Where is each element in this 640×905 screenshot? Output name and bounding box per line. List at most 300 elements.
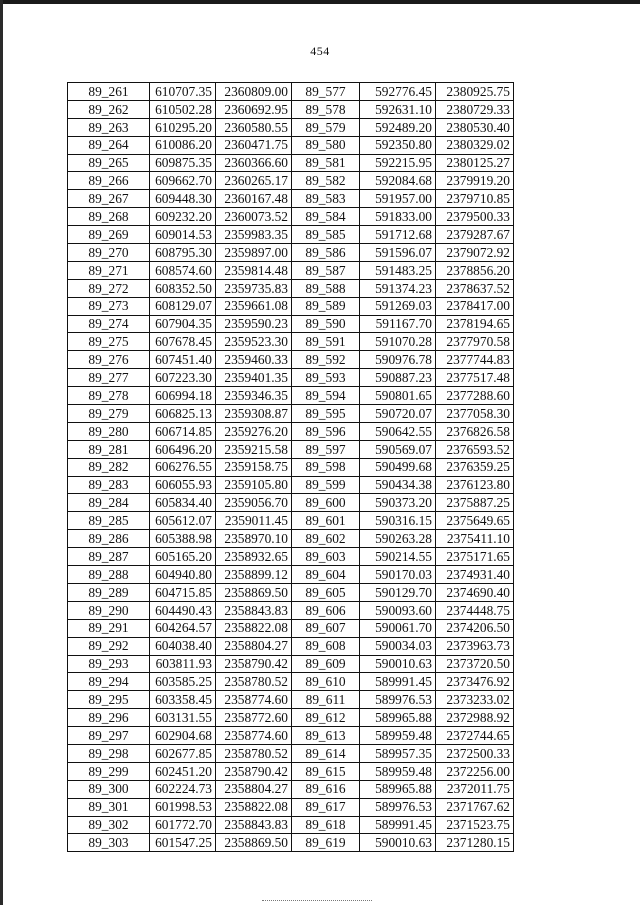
- point-id-left: 89_280: [68, 422, 150, 440]
- point-id-right: 89_604: [292, 566, 360, 584]
- table-row: [68, 691, 514, 709]
- point-id-right: 89_605: [292, 583, 360, 601]
- x-coordinate-left: 601772.70: [150, 816, 216, 834]
- y-coordinate-right: 2380925.75: [436, 83, 514, 101]
- y-coordinate-left: 2358970.10: [216, 530, 292, 548]
- x-coordinate-right: 591833.00: [360, 208, 436, 226]
- x-coordinate-left: 604264.57: [150, 619, 216, 637]
- x-coordinate-right: 589959.48: [360, 762, 436, 780]
- y-coordinate-right: 2375649.65: [436, 512, 514, 530]
- y-coordinate-left: 2359308.87: [216, 405, 292, 423]
- x-coordinate-right: 591167.70: [360, 315, 436, 333]
- y-coordinate-left: 2359011.45: [216, 512, 292, 530]
- point-id-left: 89_299: [68, 762, 150, 780]
- y-coordinate-right: 2379710.85: [436, 190, 514, 208]
- point-id-left: 89_281: [68, 440, 150, 458]
- x-coordinate-right: 592776.45: [360, 83, 436, 101]
- table-row: [68, 780, 514, 798]
- x-coordinate-left: 607451.40: [150, 351, 216, 369]
- x-coordinate-right: 590263.28: [360, 530, 436, 548]
- table-row: [68, 601, 514, 619]
- point-id-left: 89_274: [68, 315, 150, 333]
- x-coordinate-right: 592489.20: [360, 118, 436, 136]
- point-id-left: 89_282: [68, 458, 150, 476]
- x-coordinate-right: 592350.80: [360, 136, 436, 154]
- y-coordinate-right: 2373233.02: [436, 691, 514, 709]
- point-id-right: 89_591: [292, 333, 360, 351]
- x-coordinate-right: 589959.48: [360, 727, 436, 745]
- point-id-left: 89_288: [68, 566, 150, 584]
- y-coordinate-left: 2358822.08: [216, 619, 292, 637]
- table-row: [68, 458, 514, 476]
- table-row: [68, 637, 514, 655]
- point-id-right: 89_589: [292, 297, 360, 315]
- point-id-left: 89_262: [68, 100, 150, 118]
- y-coordinate-left: 2358790.42: [216, 762, 292, 780]
- y-coordinate-right: 2377288.60: [436, 387, 514, 405]
- y-coordinate-right: 2371767.62: [436, 798, 514, 816]
- y-coordinate-left: 2358843.83: [216, 601, 292, 619]
- x-coordinate-left: 606714.85: [150, 422, 216, 440]
- point-id-left: 89_263: [68, 118, 150, 136]
- table-row: [68, 566, 514, 584]
- x-coordinate-left: 606994.18: [150, 387, 216, 405]
- point-id-right: 89_603: [292, 548, 360, 566]
- y-coordinate-left: 2358804.27: [216, 780, 292, 798]
- x-coordinate-left: 609875.35: [150, 154, 216, 172]
- y-coordinate-left: 2360265.17: [216, 172, 292, 190]
- point-id-left: 89_295: [68, 691, 150, 709]
- y-coordinate-right: 2372988.92: [436, 709, 514, 727]
- x-coordinate-right: 592084.68: [360, 172, 436, 190]
- point-id-right: 89_587: [292, 261, 360, 279]
- table-row: [68, 762, 514, 780]
- x-coordinate-left: 602904.68: [150, 727, 216, 745]
- table-row: [68, 172, 514, 190]
- x-coordinate-left: 604038.40: [150, 637, 216, 655]
- table-row: [68, 583, 514, 601]
- table-row: [68, 208, 514, 226]
- x-coordinate-right: 590642.55: [360, 422, 436, 440]
- y-coordinate-left: 2359158.75: [216, 458, 292, 476]
- point-id-right: 89_594: [292, 387, 360, 405]
- y-coordinate-left: 2360692.95: [216, 100, 292, 118]
- y-coordinate-right: 2373720.50: [436, 655, 514, 673]
- y-coordinate-left: 2359814.48: [216, 261, 292, 279]
- y-coordinate-right: 2375171.65: [436, 548, 514, 566]
- table-row: [68, 548, 514, 566]
- point-id-left: 89_267: [68, 190, 150, 208]
- y-coordinate-right: 2374206.50: [436, 619, 514, 637]
- point-id-left: 89_284: [68, 494, 150, 512]
- y-coordinate-right: 2372744.65: [436, 727, 514, 745]
- point-id-left: 89_292: [68, 637, 150, 655]
- x-coordinate-right: 591712.68: [360, 226, 436, 244]
- point-id-left: 89_300: [68, 780, 150, 798]
- point-id-left: 89_271: [68, 261, 150, 279]
- point-id-right: 89_612: [292, 709, 360, 727]
- y-coordinate-right: 2377517.48: [436, 369, 514, 387]
- x-coordinate-right: 590499.68: [360, 458, 436, 476]
- table-row: [68, 530, 514, 548]
- point-id-left: 89_276: [68, 351, 150, 369]
- x-coordinate-right: 590569.07: [360, 440, 436, 458]
- x-coordinate-left: 601998.53: [150, 798, 216, 816]
- point-id-right: 89_599: [292, 476, 360, 494]
- point-id-right: 89_618: [292, 816, 360, 834]
- table-row: [68, 279, 514, 297]
- table-row: [68, 673, 514, 691]
- point-id-left: 89_277: [68, 369, 150, 387]
- table-row: [68, 333, 514, 351]
- point-id-left: 89_289: [68, 583, 150, 601]
- table-row: [68, 744, 514, 762]
- table-row: [68, 136, 514, 154]
- x-coordinate-right: 591483.25: [360, 261, 436, 279]
- table-row: [68, 405, 514, 423]
- y-coordinate-left: 2358780.52: [216, 744, 292, 762]
- y-coordinate-right: 2379072.92: [436, 244, 514, 262]
- point-id-left: 89_301: [68, 798, 150, 816]
- point-id-left: 89_270: [68, 244, 150, 262]
- y-coordinate-left: 2360471.75: [216, 136, 292, 154]
- table-row: [68, 655, 514, 673]
- x-coordinate-right: 589965.88: [360, 780, 436, 798]
- x-coordinate-left: 607904.35: [150, 315, 216, 333]
- table-row: [68, 369, 514, 387]
- point-id-right: 89_606: [292, 601, 360, 619]
- y-coordinate-left: 2359983.35: [216, 226, 292, 244]
- x-coordinate-right: 590434.38: [360, 476, 436, 494]
- y-coordinate-left: 2360167.48: [216, 190, 292, 208]
- coordinates-table: [67, 82, 514, 852]
- x-coordinate-right: 590093.60: [360, 601, 436, 619]
- x-coordinate-left: 603358.45: [150, 691, 216, 709]
- y-coordinate-right: 2377744.83: [436, 351, 514, 369]
- y-coordinate-right: 2371523.75: [436, 816, 514, 834]
- point-id-left: 89_287: [68, 548, 150, 566]
- x-coordinate-left: 608795.30: [150, 244, 216, 262]
- y-coordinate-right: 2380125.27: [436, 154, 514, 172]
- table-row: [68, 190, 514, 208]
- point-id-left: 89_275: [68, 333, 150, 351]
- x-coordinate-left: 606825.13: [150, 405, 216, 423]
- point-id-left: 89_286: [68, 530, 150, 548]
- x-coordinate-left: 609662.70: [150, 172, 216, 190]
- table-row: [68, 351, 514, 369]
- y-coordinate-left: 2360809.00: [216, 83, 292, 101]
- y-coordinate-left: 2359661.08: [216, 297, 292, 315]
- x-coordinate-right: 590061.70: [360, 619, 436, 637]
- x-coordinate-right: 590129.70: [360, 583, 436, 601]
- point-id-left: 89_291: [68, 619, 150, 637]
- y-coordinate-left: 2359346.35: [216, 387, 292, 405]
- x-coordinate-left: 603131.55: [150, 709, 216, 727]
- y-coordinate-right: 2379919.20: [436, 172, 514, 190]
- x-coordinate-left: 610707.35: [150, 83, 216, 101]
- x-coordinate-right: 589957.35: [360, 744, 436, 762]
- y-coordinate-right: 2380530.40: [436, 118, 514, 136]
- y-coordinate-right: 2377970.58: [436, 333, 514, 351]
- point-id-right: 89_592: [292, 351, 360, 369]
- x-coordinate-left: 607223.30: [150, 369, 216, 387]
- x-coordinate-left: 601547.25: [150, 834, 216, 852]
- y-coordinate-left: 2358869.50: [216, 583, 292, 601]
- point-id-left: 89_264: [68, 136, 150, 154]
- point-id-left: 89_297: [68, 727, 150, 745]
- y-coordinate-right: 2376826.58: [436, 422, 514, 440]
- y-coordinate-left: 2360073.52: [216, 208, 292, 226]
- point-id-left: 89_285: [68, 512, 150, 530]
- x-coordinate-left: 606496.20: [150, 440, 216, 458]
- point-id-right: 89_610: [292, 673, 360, 691]
- y-coordinate-left: 2359215.58: [216, 440, 292, 458]
- x-coordinate-left: 604715.85: [150, 583, 216, 601]
- x-coordinate-left: 602224.73: [150, 780, 216, 798]
- y-coordinate-right: 2378637.52: [436, 279, 514, 297]
- point-id-right: 89_609: [292, 655, 360, 673]
- page-left-edge: [0, 0, 3, 905]
- table-row: [68, 387, 514, 405]
- x-coordinate-left: 605388.98: [150, 530, 216, 548]
- point-id-right: 89_615: [292, 762, 360, 780]
- y-coordinate-left: 2358869.50: [216, 834, 292, 852]
- page-number: 454: [310, 44, 330, 58]
- y-coordinate-left: 2358772.60: [216, 709, 292, 727]
- point-id-right: 89_598: [292, 458, 360, 476]
- x-coordinate-right: 589965.88: [360, 709, 436, 727]
- x-coordinate-left: 609014.53: [150, 226, 216, 244]
- footer-mark: [262, 900, 372, 902]
- y-coordinate-left: 2359460.33: [216, 351, 292, 369]
- x-coordinate-left: 610502.28: [150, 100, 216, 118]
- point-id-right: 89_584: [292, 208, 360, 226]
- coordinates-table-body: [68, 83, 514, 852]
- x-coordinate-right: 590214.55: [360, 548, 436, 566]
- table-row: [68, 834, 514, 852]
- point-id-right: 89_597: [292, 440, 360, 458]
- table-row: [68, 476, 514, 494]
- point-id-left: 89_268: [68, 208, 150, 226]
- point-id-right: 89_617: [292, 798, 360, 816]
- y-coordinate-left: 2358774.60: [216, 727, 292, 745]
- y-coordinate-right: 2376593.52: [436, 440, 514, 458]
- y-coordinate-left: 2358899.12: [216, 566, 292, 584]
- y-coordinate-left: 2358774.60: [216, 691, 292, 709]
- point-id-right: 89_588: [292, 279, 360, 297]
- y-coordinate-right: 2379500.33: [436, 208, 514, 226]
- point-id-right: 89_582: [292, 172, 360, 190]
- y-coordinate-right: 2375887.25: [436, 494, 514, 512]
- table-row: [68, 422, 514, 440]
- x-coordinate-left: 603811.93: [150, 655, 216, 673]
- x-coordinate-left: 608352.50: [150, 279, 216, 297]
- x-coordinate-left: 610086.20: [150, 136, 216, 154]
- point-id-right: 89_577: [292, 83, 360, 101]
- table-row: [68, 798, 514, 816]
- point-id-left: 89_296: [68, 709, 150, 727]
- table-row: [68, 83, 514, 101]
- x-coordinate-right: 589976.53: [360, 691, 436, 709]
- y-coordinate-right: 2372011.75: [436, 780, 514, 798]
- point-id-right: 89_593: [292, 369, 360, 387]
- y-coordinate-left: 2359897.00: [216, 244, 292, 262]
- x-coordinate-right: 590034.03: [360, 637, 436, 655]
- x-coordinate-right: 590801.65: [360, 387, 436, 405]
- x-coordinate-left: 604490.43: [150, 601, 216, 619]
- y-coordinate-right: 2378194.65: [436, 315, 514, 333]
- point-id-left: 89_302: [68, 816, 150, 834]
- table-row: [68, 100, 514, 118]
- y-coordinate-right: 2376359.25: [436, 458, 514, 476]
- y-coordinate-right: 2376123.80: [436, 476, 514, 494]
- y-coordinate-right: 2374931.40: [436, 566, 514, 584]
- y-coordinate-right: 2375411.10: [436, 530, 514, 548]
- point-id-right: 89_583: [292, 190, 360, 208]
- y-coordinate-right: 2377058.30: [436, 405, 514, 423]
- x-coordinate-left: 605612.07: [150, 512, 216, 530]
- x-coordinate-right: 590010.63: [360, 655, 436, 673]
- y-coordinate-right: 2380329.02: [436, 136, 514, 154]
- y-coordinate-left: 2359523.30: [216, 333, 292, 351]
- point-id-right: 89_608: [292, 637, 360, 655]
- y-coordinate-left: 2359276.20: [216, 422, 292, 440]
- point-id-left: 89_294: [68, 673, 150, 691]
- table-row: [68, 315, 514, 333]
- point-id-left: 89_298: [68, 744, 150, 762]
- point-id-left: 89_269: [68, 226, 150, 244]
- x-coordinate-left: 606055.93: [150, 476, 216, 494]
- x-coordinate-left: 605165.20: [150, 548, 216, 566]
- y-coordinate-right: 2380729.33: [436, 100, 514, 118]
- x-coordinate-right: 590010.63: [360, 834, 436, 852]
- x-coordinate-right: 590976.78: [360, 351, 436, 369]
- y-coordinate-left: 2358822.08: [216, 798, 292, 816]
- y-coordinate-right: 2373963.73: [436, 637, 514, 655]
- y-coordinate-left: 2358932.65: [216, 548, 292, 566]
- point-id-right: 89_596: [292, 422, 360, 440]
- point-id-right: 89_578: [292, 100, 360, 118]
- x-coordinate-left: 608574.60: [150, 261, 216, 279]
- point-id-right: 89_580: [292, 136, 360, 154]
- table-row: [68, 244, 514, 262]
- point-id-right: 89_607: [292, 619, 360, 637]
- point-id-right: 89_602: [292, 530, 360, 548]
- point-id-right: 89_579: [292, 118, 360, 136]
- y-coordinate-right: 2379287.67: [436, 226, 514, 244]
- table-row: [68, 440, 514, 458]
- y-coordinate-left: 2358804.27: [216, 637, 292, 655]
- x-coordinate-left: 605834.40: [150, 494, 216, 512]
- point-id-right: 89_616: [292, 780, 360, 798]
- x-coordinate-right: 590170.03: [360, 566, 436, 584]
- point-id-right: 89_590: [292, 315, 360, 333]
- x-coordinate-right: 590316.15: [360, 512, 436, 530]
- y-coordinate-left: 2359590.23: [216, 315, 292, 333]
- y-coordinate-right: 2374448.75: [436, 601, 514, 619]
- x-coordinate-right: 591596.07: [360, 244, 436, 262]
- point-id-right: 89_585: [292, 226, 360, 244]
- point-id-left: 89_279: [68, 405, 150, 423]
- y-coordinate-right: 2378856.20: [436, 261, 514, 279]
- x-coordinate-right: 590373.20: [360, 494, 436, 512]
- x-coordinate-left: 602451.20: [150, 762, 216, 780]
- table-row: [68, 118, 514, 136]
- point-id-right: 89_595: [292, 405, 360, 423]
- x-coordinate-right: 592631.10: [360, 100, 436, 118]
- point-id-left: 89_303: [68, 834, 150, 852]
- point-id-left: 89_272: [68, 279, 150, 297]
- x-coordinate-left: 604940.80: [150, 566, 216, 584]
- x-coordinate-right: 591374.23: [360, 279, 436, 297]
- x-coordinate-left: 606276.55: [150, 458, 216, 476]
- x-coordinate-left: 602677.85: [150, 744, 216, 762]
- x-coordinate-right: 591957.00: [360, 190, 436, 208]
- x-coordinate-right: 592215.95: [360, 154, 436, 172]
- point-id-left: 89_265: [68, 154, 150, 172]
- y-coordinate-right: 2372500.33: [436, 744, 514, 762]
- y-coordinate-right: 2371280.15: [436, 834, 514, 852]
- x-coordinate-right: 589991.45: [360, 673, 436, 691]
- y-coordinate-left: 2359401.35: [216, 369, 292, 387]
- y-coordinate-left: 2360580.55: [216, 118, 292, 136]
- table-row: [68, 619, 514, 637]
- table-row: [68, 226, 514, 244]
- point-id-left: 89_290: [68, 601, 150, 619]
- x-coordinate-right: 589976.53: [360, 798, 436, 816]
- point-id-left: 89_283: [68, 476, 150, 494]
- x-coordinate-left: 609232.20: [150, 208, 216, 226]
- table-row: [68, 154, 514, 172]
- y-coordinate-left: 2359105.80: [216, 476, 292, 494]
- x-coordinate-right: 591269.03: [360, 297, 436, 315]
- point-id-right: 89_600: [292, 494, 360, 512]
- y-coordinate-left: 2358843.83: [216, 816, 292, 834]
- y-coordinate-left: 2360366.60: [216, 154, 292, 172]
- x-coordinate-left: 607678.45: [150, 333, 216, 351]
- table-row: [68, 261, 514, 279]
- point-id-right: 89_613: [292, 727, 360, 745]
- table-row: [68, 297, 514, 315]
- point-id-right: 89_581: [292, 154, 360, 172]
- point-id-right: 89_619: [292, 834, 360, 852]
- x-coordinate-left: 608129.07: [150, 297, 216, 315]
- x-coordinate-left: 609448.30: [150, 190, 216, 208]
- point-id-left: 89_261: [68, 83, 150, 101]
- x-coordinate-right: 590720.07: [360, 405, 436, 423]
- x-coordinate-left: 610295.20: [150, 118, 216, 136]
- y-coordinate-left: 2359735.83: [216, 279, 292, 297]
- point-id-right: 89_611: [292, 691, 360, 709]
- point-id-right: 89_586: [292, 244, 360, 262]
- y-coordinate-left: 2358790.42: [216, 655, 292, 673]
- table-row: [68, 727, 514, 745]
- table-row: [68, 512, 514, 530]
- y-coordinate-right: 2372256.00: [436, 762, 514, 780]
- point-id-right: 89_601: [292, 512, 360, 530]
- y-coordinate-right: 2378417.00: [436, 297, 514, 315]
- point-id-left: 89_278: [68, 387, 150, 405]
- x-coordinate-left: 603585.25: [150, 673, 216, 691]
- y-coordinate-right: 2374690.40: [436, 583, 514, 601]
- y-coordinate-right: 2373476.92: [436, 673, 514, 691]
- y-coordinate-left: 2359056.70: [216, 494, 292, 512]
- y-coordinate-left: 2358780.52: [216, 673, 292, 691]
- point-id-right: 89_614: [292, 744, 360, 762]
- table-row: [68, 709, 514, 727]
- point-id-left: 89_293: [68, 655, 150, 673]
- point-id-left: 89_273: [68, 297, 150, 315]
